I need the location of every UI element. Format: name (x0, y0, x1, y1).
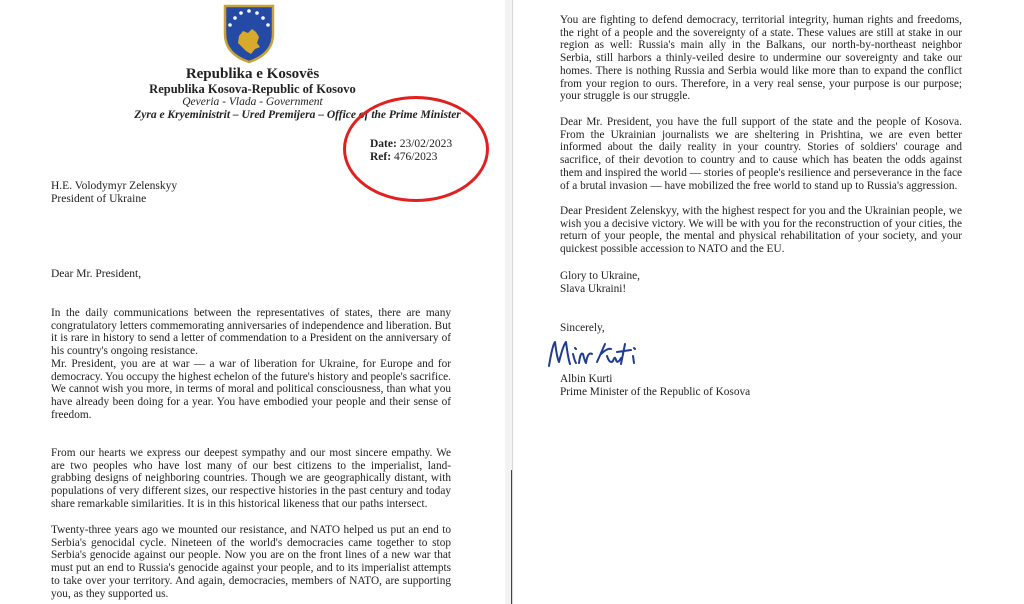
body-paragraph: Dear Mr. President, you have the full support of the state and the people of Kosova. From the Ukrainian journalists we are sheltering in Prishtina, we are even better informed about the daily reality in your country. Stories of soldiers' courage and sacrifice, of their devotion to country and to cause which has beaten the odds against them and inspired the world — stories of people's resilience and perseverance in the face of a brutal invasion — have mobilized the free world to stand up to Russia's aggression. (560, 116, 962, 192)
letterhead-government: Qeveria - Vlada - Government (182, 96, 323, 108)
letterhead-country-bilingual: Republika Kosova-Republic of Kosovo (149, 82, 356, 96)
signer-name: Albin Kurti (560, 373, 613, 385)
body-paragraph: In the daily communications between the representatives of states, there are many congratulatory letters commemorating anniversaries of independence and liberation. But it is rare in history to send a letter of commendation to a President on the anniversary of his country's ongoing resistance. (51, 307, 451, 358)
signer-block (560, 373, 750, 399)
red-annotation-circle (343, 96, 489, 202)
letterhead-office: Zyra e Kryeministrit – Ured Premijera – Office of the Prime Minister (134, 109, 461, 121)
recipient-name: H.E. Volodymyr Zelenskyy (51, 180, 178, 192)
body-paragraph: You are fighting to defend democracy, territorial integrity, human rights and freedoms, the right of a people and the sovereignty of a state. These values are still at stake in our region as well: Russia's main ally in the Balkans, our north-by-northeast neighbor Serbia, still harbors a thinly-veiled desire to undermine our sovereignty and take our homes. There is nothing Russia and Serbia would like more than to expand the conflict from your region to ours. Therefore, in a very real sense, your purpose is our purpose; your struggle is our struggle. (560, 14, 962, 103)
handwritten-signature (545, 336, 645, 372)
letter-page-left (0, 0, 506, 604)
body-paragraph: Twenty-three years ago we mounted our resistance, and NATO helped us put an end to Serbia's genocidal cycle. Nineteen of the world's democracies came together to stop Serbia's genocide against our people. Now you are on the front lines of a new war that must put an end to Russia's genocide against your people, and to its imperialist attempts to take over your territory. And again, democracies, members of NATO, are supporting you, as they supported us. (51, 524, 451, 600)
letterhead-country: Republika e Kosovës (185, 66, 320, 82)
body-paragraph: From our hearts we express our deepest sympathy and our most sincere empathy. We are two peoples who have lost many of our best citizens to the imperialist, land-grabbing designs of neighboring countries. Though we are geographically distant, with populations of very different sizes, our respective histories in the past century and today share remarkable similarities. It is in this historical likeness that our paths intersect. (51, 447, 451, 510)
body-paragraph: Dear President Zelenskyy, with the highest respect for you and the Ukrainian people, we wish you a decisive victory. We will be with you for the reconstruction of your cities, the return of your people, the mental and physical rehabilitation of your society, and your quickest possible accession to NATO and the EU. (560, 205, 962, 256)
date-label: Date: (370, 138, 397, 150)
sign-off: Sincerely, (560, 322, 605, 334)
date-value: 23/02/2023 (399, 138, 453, 150)
body-paragraph: Mr. President, you are at war — a war of liberation for Ukraine, for Europe and for democracy. You occupy the highest echelon of the future's history and people's sacrifice. We cannot wish you more, in terms of moral and political consciousness, than what you have already been doing for a year. You have embodied your people and their sense of freedom. (51, 358, 451, 421)
closing-line-2: Slava Ukraini! (560, 283, 627, 295)
salutation: Dear Mr. President, (51, 268, 142, 280)
closing-line-1: Glory to Ukraine, (560, 270, 640, 282)
ref-label: Ref: (370, 151, 392, 163)
closing-lines (560, 270, 640, 296)
recipient-title: President of Ukraine (51, 193, 147, 205)
recipient-block (51, 180, 177, 206)
kosovo-coat-of-arms-icon (221, 2, 277, 64)
ref-value: 476/2023 (393, 151, 438, 163)
signer-title: Prime Minister of the Republic of Kosova (560, 386, 751, 398)
